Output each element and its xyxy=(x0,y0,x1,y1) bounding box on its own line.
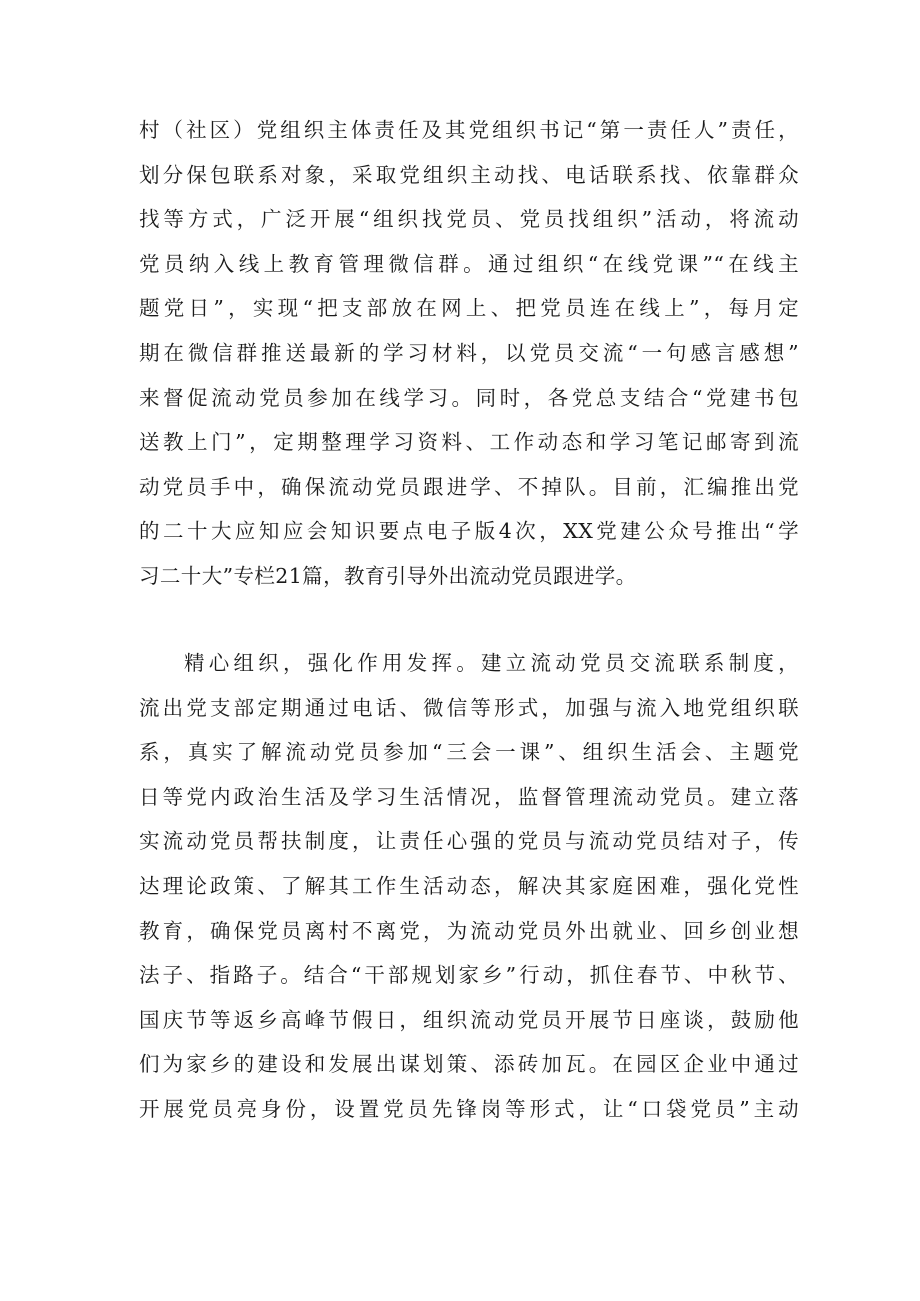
paragraph-line: 精心组织，强化作用发挥。建立流动党员交流联系制度， xyxy=(184,651,799,675)
paragraph-line: 动党员手中，确保流动党员跟进学、不掉队。目前，汇编推出党 xyxy=(139,474,799,499)
paragraph-line: 期在微信群推送最新的学习材料，以党员交流“一句感言感想” xyxy=(139,340,799,365)
paragraph-line: 开展党员亮身份，设置党员先锋岗等形式，让“口袋党员”主动 xyxy=(139,1096,799,1121)
paragraph-line: 村（社区）党组织主体责任及其党组织书记“第一责任人”责任， xyxy=(139,118,799,142)
paragraph-line: 习二十大”专栏21篇，教育引导外出流动党员跟进学。 xyxy=(139,563,637,588)
paragraph-line: 系，真实了解流动党员参加“三会一课”、组织生活会、主题党 xyxy=(139,740,799,765)
paragraph-line: 的二十大应知应会知识要点电子版4次，XX党建公众号推出“学 xyxy=(139,519,799,544)
paragraph-2 xyxy=(139,641,799,1132)
paragraph-line: 日等党内政治生活及学习生活情况，监督管理流动党员。建立落 xyxy=(139,784,799,809)
paragraph-line: 划分保包联系对象，采取党组织主动找、电话联系找、依靠群众 xyxy=(139,162,799,187)
paragraph-line: 教育，确保党员离村不离党，为流动党员外出就业、回乡创业想 xyxy=(139,918,799,943)
paragraph-line: 找等方式，广泛开展“组织找党员、党员找组织”活动，将流动 xyxy=(139,207,799,232)
paragraph-line: 达理论政策、了解其工作生活动态，解决其家庭困难，强化党性 xyxy=(139,873,799,898)
paragraph-line: 来督促流动党员参加在线学习。同时，各党总支结合“党建书包 xyxy=(139,385,799,410)
paragraph-line: 题党日”，实现“把支部放在网上、把党员连在线上”，每月定 xyxy=(139,296,799,321)
paragraph-line: 党员纳入线上教育管理微信群。通过组织“在线党课”“在线主 xyxy=(139,251,799,276)
paragraph-1 xyxy=(139,108,799,599)
paragraph-line: 送教上门”，定期整理学习资料、工作动态和学习笔记邮寄到流 xyxy=(139,430,799,455)
paragraph-line: 实流动党员帮扶制度，让责任心强的党员与流动党员结对子，传 xyxy=(139,829,799,854)
paragraph-line: 流出党支部定期通过电话、微信等形式，加强与流入地党组织联 xyxy=(139,695,799,720)
paragraph-line: 国庆节等返乡高峰节假日，组织流动党员开展节日座谈，鼓励他 xyxy=(139,1007,799,1032)
paragraph-line: 法子、指路子。结合“干部规划家乡”行动，抓住春节、中秋节、 xyxy=(139,963,799,988)
paragraph-line: 们为家乡的建设和发展出谋划策、添砖加瓦。在园区企业中通过 xyxy=(139,1052,799,1077)
